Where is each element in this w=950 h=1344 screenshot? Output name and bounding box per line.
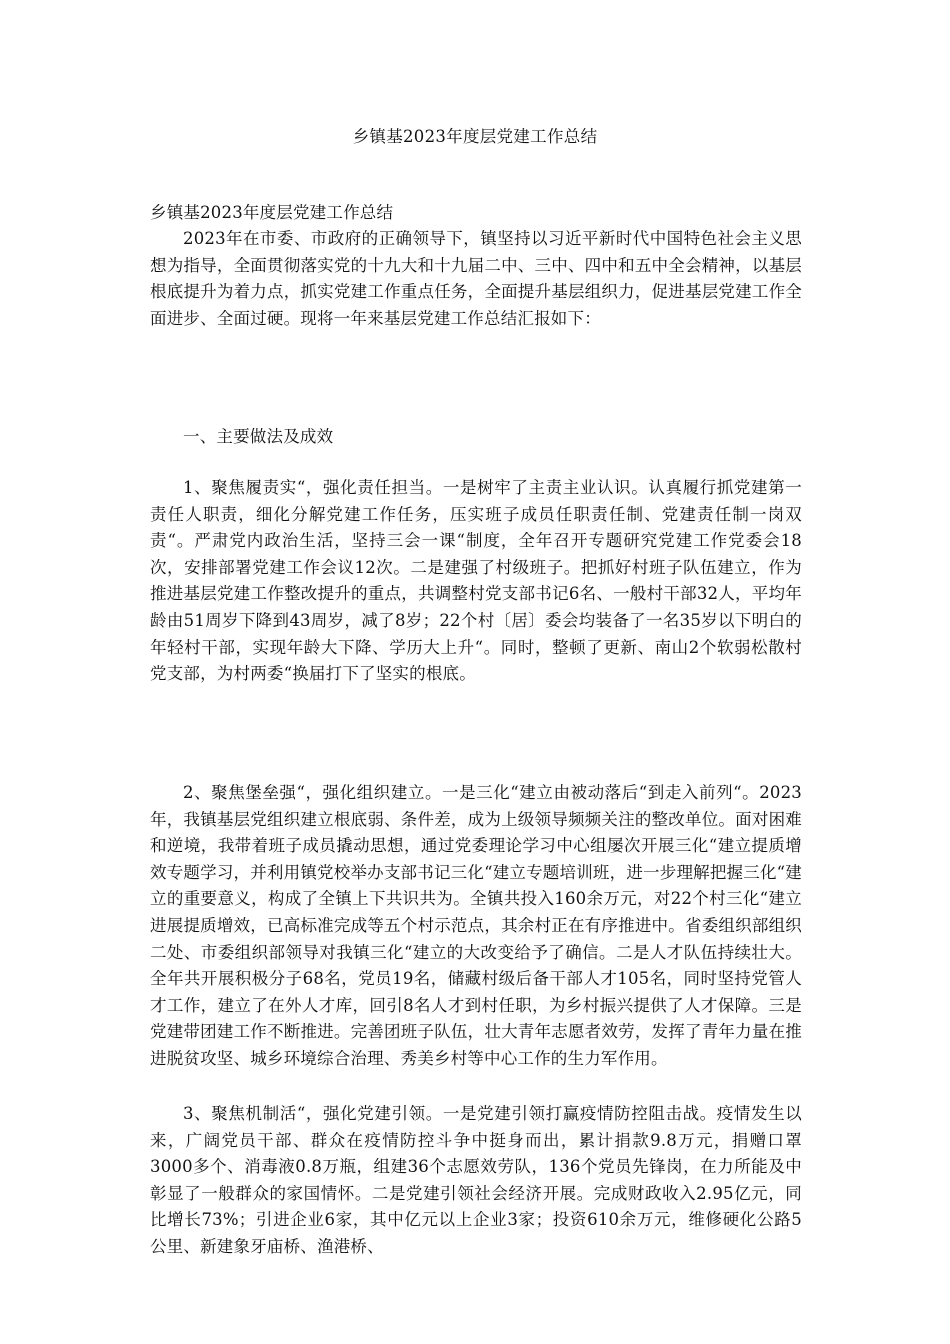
intro-paragraph: 2023年在市委、市政府的正确领导下，镇坚持以习近平新时代中国特色社会主义思想为指导，全面贯彻落实党的十九大和十九届二中、三中、四中和五中全会精神，以基层根底提升为着力点，抓实党建工作重点任务，全面提升基层组织力，促进基层党建工作全面进步、全面过硬。现将一年来基层党建工作总结汇报如下： <box>150 229 802 328</box>
document-title: 乡镇基2023年度层党建工作总结 <box>352 127 598 146</box>
document-subtitle: 乡镇基2023年度层党建工作总结 <box>150 203 394 222</box>
paragraph-3: 3、聚焦机制活“，强化党建引领。一是党建引领打赢疫情防控阻击战。疫情发生以来，广阔党员干部、群众在疫情防控斗争中挺身而出，累计捐款9.8万元，捐赠口罩3000多个、消毒液0.8万瓶，组建36个志愿效劳队，136个党员先锋岗，在力所能及中彰显了一般群众的家国情怀。二是党建引领社会经济开展。完成财政收入2.95亿元，同比增长73%；引进企业6家，其中亿元以上企业3家；投资610余万元，维修硬化公路5公里、新建象牙庙桥、渔港桥、 <box>150 1104 802 1256</box>
paragraph-1: 1、聚焦履责实“，强化责任担当。一是树牢了主责主业认识。认真履行抓党建第一责任人职责，细化分解党建工作任务，压实班子成员任职责任制、党建责任制一岗双责“。严肃党内政治生活，坚持三会一课“制度，全年召开专题研究党建工作党委会18次，安排部署党建工作会议12次。二是建强了村级班子。把抓好村班子队伍建立，作为推进基层党建工作整改提升的重点，共调整村党支部书记6名、一般村干部32人，平均年龄由51周岁下降到43周岁，减了8岁；22个村〔居〕委会均装备了一名35岁以下明白的年轻村干部，实现年龄大下降、学历大上升“。同时，整顿了更新、南山2个软弱松散村党支部，为村两委“换届打下了坚实的根底。 <box>150 478 802 684</box>
section-heading: 一、主要做法及成效 <box>183 427 334 446</box>
paragraph-2: 2、聚焦堡垒强“，强化组织建立。一是三化“建立由被动落后“到走入前列“。2023年，我镇基层党组织建立根底弱、条件差，成为上级领导频频关注的整改单位。面对困难和逆境，我带着班子成员撬动思想，通过党委理论学习中心组屡次开展三化“建立提质增效专题学习，并利用镇党校举办支部书记三化“建立专题培训班，进一步理解把握三化“建立的重要意义，构成了全镇上下共识共为。全镇共投入160余万元，对22个村三化“建立进展提质增效，已高标准完成等五个村示范点，其余村正在有序推进中。省委组织部组织二处、市委组织部领导对我镇三化“建立的大改变给予了确信。二是人才队伍持续壮大。全年共开展积极分子68名，党员19名，储藏村级后备干部人才105名，同时坚持党管人才工作，建立了在外人才库，回引8名人才到村任职，为乡村振兴提供了人才保障。三是党建带团建工作不断推进。完善团班子队伍，壮大青年志愿者效劳，发挥了青年力量在推进脱贫攻坚、城乡环境综合治理、秀美乡村等中心工作的生力军作用。 <box>150 783 802 1068</box>
